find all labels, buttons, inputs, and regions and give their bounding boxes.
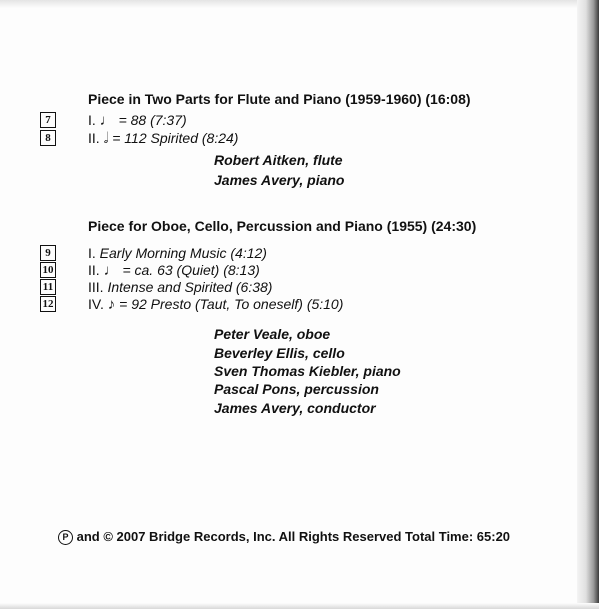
track-number: 10 <box>40 262 56 278</box>
track-title <box>88 279 272 295</box>
track-title <box>88 296 343 313</box>
track-row <box>40 296 560 312</box>
movement-number: IV. <box>88 296 104 312</box>
movement-number: II. <box>88 262 100 278</box>
performer-line: Peter Veale, oboe <box>214 326 331 342</box>
performer-line: Robert Aitken, flute <box>214 152 343 168</box>
quarter-note-icon: ♩ <box>103 262 119 279</box>
phonogram-copyright-icon: P <box>58 530 73 545</box>
page-right-edge-shadow <box>577 0 599 609</box>
performer-line: Beverley Ellis, cello <box>214 345 345 361</box>
piece-1-heading: Piece in Two Parts for Flute and Piano (1959-1960) (16:08) <box>88 91 471 107</box>
movement-description: = 92 Presto (Taut, To oneself) (5:10) <box>119 296 344 312</box>
eighth-note-icon: ♪ <box>107 296 116 313</box>
track-title <box>88 262 260 279</box>
track-row <box>40 112 560 128</box>
movement-description: Early Morning Music (4:12) <box>99 245 267 261</box>
half-note-icon: 𝅗𝅥 <box>103 130 109 147</box>
track-number: 12 <box>40 296 56 312</box>
track-number: 11 <box>40 279 56 295</box>
track-row <box>40 130 560 146</box>
copyright-text: and © 2007 Bridge Records, Inc. All Rights Reserved Total Time: 65:20 <box>73 529 511 544</box>
movement-description: = 88 (7:37) <box>118 112 187 128</box>
piece-2-heading: Piece for Oboe, Cello, Percussion and Piano (1955) (24:30) <box>88 218 477 234</box>
performer-line: Sven Thomas Kiebler, piano <box>214 363 401 379</box>
track-title <box>88 112 187 129</box>
movement-description: = 112 Spirited (8:24) <box>112 130 239 146</box>
track-row <box>40 245 560 261</box>
movement-description: Intense and Spirited (6:38) <box>107 279 273 295</box>
track-number: 8 <box>40 130 56 146</box>
movement-number: I. <box>88 245 96 261</box>
movement-number: III. <box>88 279 104 295</box>
track-row <box>40 279 560 295</box>
performer-line: James Avery, conductor <box>214 400 376 416</box>
performer-line: Pascal Pons, percussion <box>214 381 379 397</box>
copyright-footer <box>58 529 510 545</box>
movement-number: I. <box>88 112 96 128</box>
track-row <box>40 262 560 278</box>
page-top-edge <box>0 0 599 8</box>
track-number: 7 <box>40 112 56 128</box>
track-title <box>88 245 267 261</box>
track-title <box>88 130 238 147</box>
page-bottom-edge <box>0 603 599 609</box>
performer-line: James Avery, piano <box>214 172 345 188</box>
movement-number: II. <box>88 130 100 146</box>
quarter-note-icon: ♩ <box>99 112 115 129</box>
track-number: 9 <box>40 245 56 261</box>
movement-description: = ca. 63 (Quiet) (8:13) <box>122 262 260 278</box>
